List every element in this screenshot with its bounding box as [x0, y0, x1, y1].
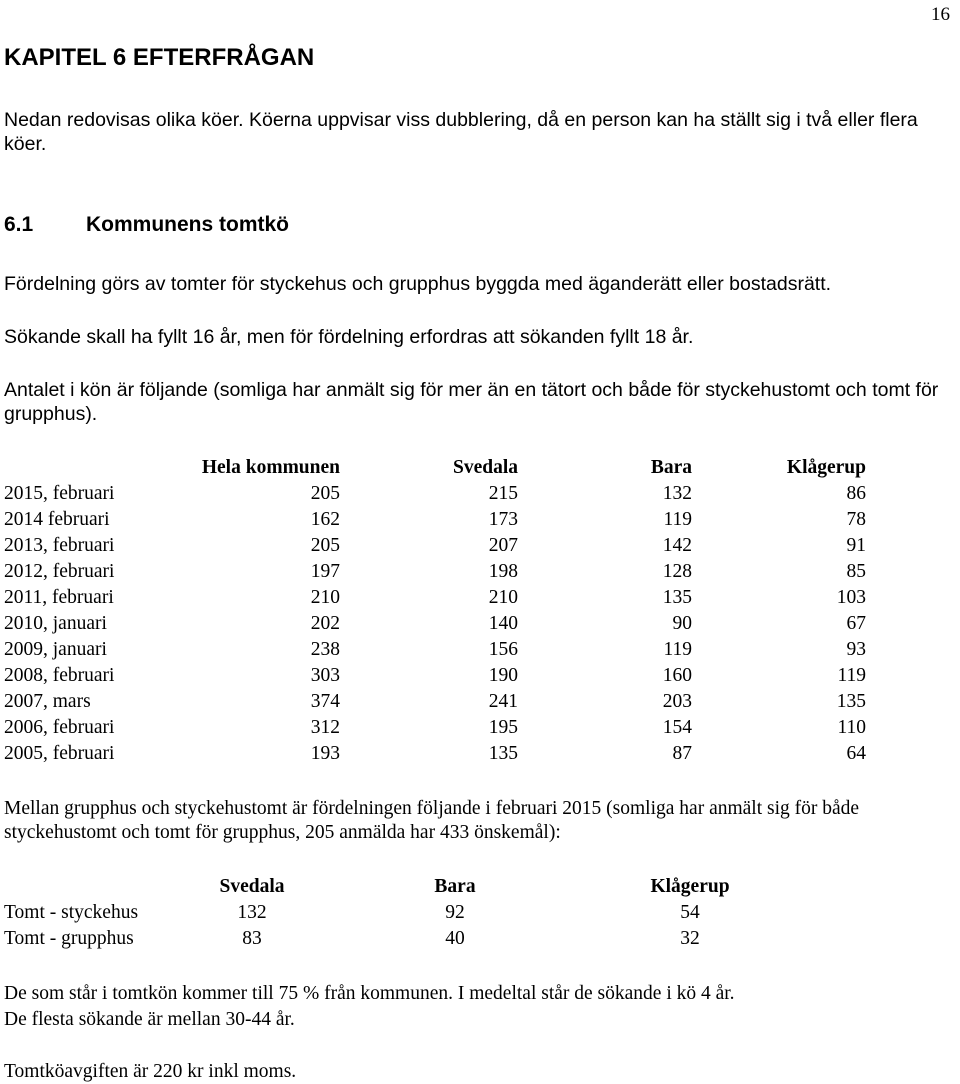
table-cell: 154: [662, 717, 692, 738]
table-cell: 312: [310, 717, 340, 738]
table-row: [4, 559, 866, 585]
table-row: [4, 611, 866, 637]
table-header-cell: Klågerup: [650, 876, 730, 897]
table-cell: 195: [488, 717, 518, 738]
section-heading: [4, 213, 289, 237]
table-cell: 205: [310, 535, 340, 556]
table-cell: 91: [846, 535, 866, 556]
table-cell: 207: [488, 535, 518, 556]
table-cell: 203: [662, 691, 692, 712]
table-cell: 303: [310, 665, 340, 686]
table-cell: 64: [846, 743, 866, 764]
table-cell: 198: [488, 561, 518, 582]
table-header-cell: Bara: [650, 457, 692, 478]
table-cell: 128: [662, 561, 692, 582]
row-label-cell: 2015, februari: [4, 483, 115, 504]
table-header-cell: [4, 455, 164, 481]
summary-line-age: De flesta sökande är mellan 30-44 år.: [4, 1009, 295, 1030]
summary-line-origin: De som står i tomtkön kommer till 75 % från kommunen. I medeltal står de sökande i kö 4 år.: [4, 983, 735, 1004]
table-header-cell: Hela kommunen: [201, 457, 340, 478]
table-cell: 40: [445, 928, 465, 949]
fee-note: Tomtköavgiften är 220 kr inkl moms.: [4, 1061, 297, 1082]
table-cell: 90: [672, 613, 692, 634]
table-cell: 87: [672, 743, 692, 764]
table-header-cell: Bara: [434, 876, 476, 897]
table-header-cell: Svedala: [452, 457, 518, 478]
row-label-cell: 2008, februari: [4, 665, 115, 686]
table-cell: 93: [846, 639, 866, 660]
table-row: [4, 637, 866, 663]
paragraph-age-requirement: Sökande skall ha fyllt 16 år, men för fördelning erfordras att sökanden fyllt 18 år.: [4, 326, 694, 348]
split-table: [4, 874, 810, 952]
chapter-heading: KAPITEL 6 EFTERFRÅGAN: [4, 44, 315, 71]
queue-table: [4, 455, 866, 767]
table-row: [4, 481, 866, 507]
table-cell: 132: [237, 902, 267, 923]
table-cell: 103: [836, 587, 866, 608]
table-row: [4, 507, 866, 533]
row-label-cell: 2009, januari: [4, 639, 107, 660]
table-row: [4, 715, 866, 741]
table-header-row: [4, 455, 866, 481]
table-row: [4, 741, 866, 767]
row-label-cell: 2014 februari: [4, 509, 110, 530]
table-cell: 135: [488, 743, 518, 764]
intro-paragraph: Nedan redovisas olika köer. Köerna uppvisar viss dubblering, då en person kan ha ställt sig i två eller flera köer.: [4, 109, 918, 155]
section-number: 6.1: [4, 213, 34, 236]
table-cell: 160: [662, 665, 692, 686]
table-cell: 202: [310, 613, 340, 634]
table-header-row: [4, 874, 810, 900]
row-label-cell: 2010, januari: [4, 613, 107, 634]
table-cell: 162: [310, 509, 340, 530]
table-cell: 86: [846, 483, 866, 504]
table-cell: 135: [662, 587, 692, 608]
table-cell: 156: [488, 639, 518, 660]
table-cell: 119: [837, 665, 866, 686]
page-number: 16: [931, 4, 950, 25]
table-cell: 205: [310, 483, 340, 504]
table-row: [4, 533, 866, 559]
table-cell: 135: [836, 691, 866, 712]
table-cell: 197: [310, 561, 340, 582]
table-cell: 54: [680, 902, 700, 923]
table-cell: 83: [242, 928, 262, 949]
table-cell: 142: [662, 535, 692, 556]
table-cell: 173: [488, 509, 518, 530]
table-cell: 374: [310, 691, 340, 712]
table-cell: 241: [488, 691, 518, 712]
split-paragraph: Mellan grupphus och styckehustomt är fördelningen följande i februari 2015 (somliga har anmält sig för både styckehustomt och tomt för grupphus, 205 anmälda har 433 önskemål):: [4, 798, 860, 843]
table-row: [4, 926, 810, 952]
table-header-cell: [4, 874, 164, 900]
table-cell: 119: [663, 639, 692, 660]
paragraph-queue-count: Antalet i kön är följande (somliga har anmält sig för mer än en tätort och både för styckehustomt och tomt för grupphus).: [4, 379, 939, 425]
table-cell: 110: [837, 717, 866, 738]
table-cell: 119: [663, 509, 692, 530]
table-cell: 85: [846, 561, 866, 582]
row-label-cell: Tomt - grupphus: [4, 928, 134, 949]
table-cell: 238: [310, 639, 340, 660]
section-title: Kommunens tomtkö: [86, 213, 290, 236]
table-cell: 210: [310, 587, 340, 608]
table-cell: 140: [488, 613, 518, 634]
row-label-cell: 2007, mars: [4, 691, 91, 712]
row-label-cell: Tomt - styckehus: [4, 902, 139, 923]
table-cell: 193: [310, 743, 340, 764]
row-label-cell: 2012, februari: [4, 561, 115, 582]
row-label-cell: 2006, februari: [4, 717, 115, 738]
table-row: [4, 663, 866, 689]
table-header-cell: Klågerup: [786, 457, 866, 478]
row-label-cell: 2005, februari: [4, 743, 115, 764]
paragraph-allocation: Fördelning görs av tomter för styckehus och grupphus byggda med äganderätt eller bostadsrätt.: [4, 273, 832, 295]
table-cell: 215: [488, 483, 518, 504]
table-row: [4, 900, 810, 926]
table-cell: 210: [488, 587, 518, 608]
table-cell: 92: [445, 902, 465, 923]
table-row: [4, 689, 866, 715]
table-cell: 32: [680, 928, 700, 949]
row-label-cell: 2011, februari: [4, 587, 114, 608]
table-header-cell: Svedala: [219, 876, 285, 897]
table-cell: 190: [488, 665, 518, 686]
table-cell: 78: [846, 509, 866, 530]
row-label-cell: 2013, februari: [4, 535, 115, 556]
table-row: [4, 585, 866, 611]
table-cell: 67: [846, 613, 866, 634]
table-cell: 132: [662, 483, 692, 504]
